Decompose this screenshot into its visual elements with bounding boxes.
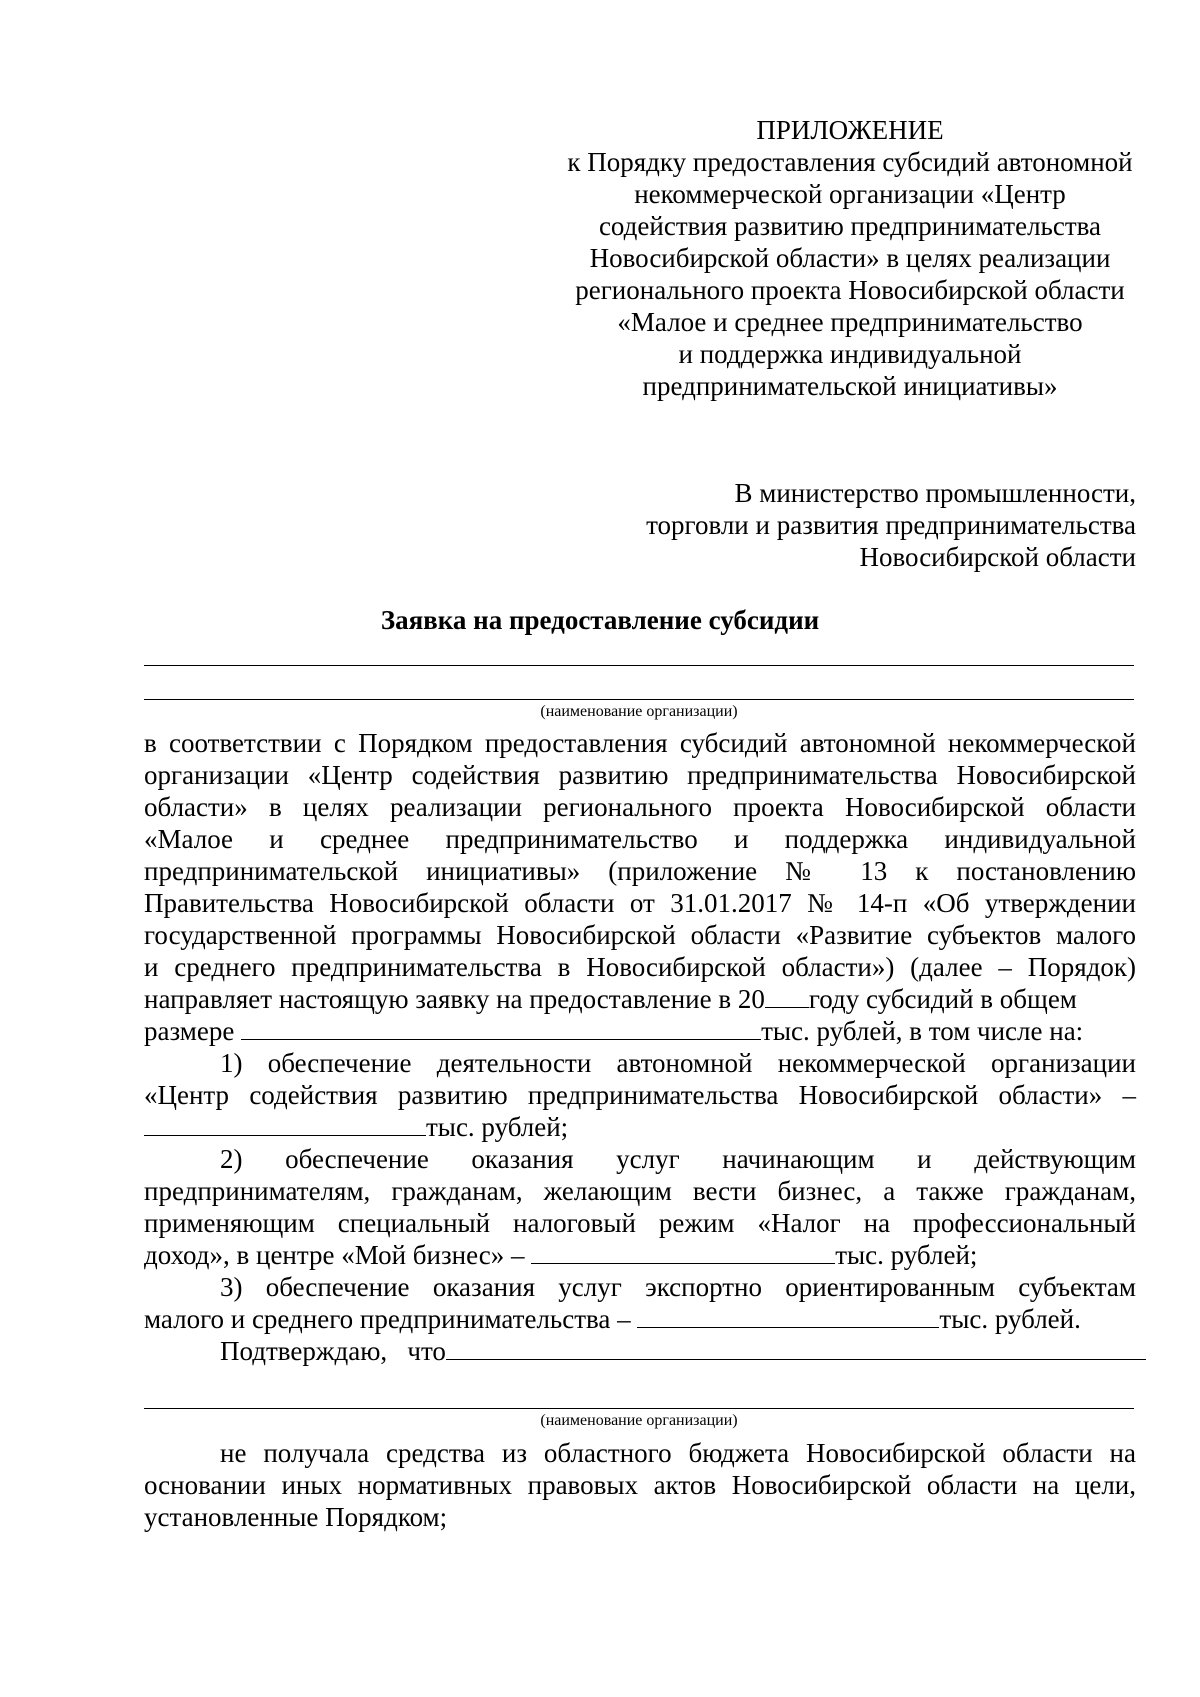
item-2-line: применяющим специальный налоговый режим «Налог на профессиональный (144, 1208, 1136, 1238)
appendix-header (540, 114, 1160, 402)
item-2-line: доход», в центре «Мой бизнес» – тыс. рублей; (144, 1240, 978, 1270)
item-3-line: 3) обеспечение оказания услуг экспортно ориентированным субъектам (220, 1272, 1136, 1302)
item-2-line: предпринимателям, гражданам, желающим вести бизнес, а также гражданам, (144, 1176, 1136, 1206)
recipient-line: Новосибирской области (859, 542, 1136, 572)
org-name-caption: (наименование организации) (540, 703, 738, 720)
body-line: государственной программы Новосибирской области «Развитие субъектов малого (144, 920, 1136, 950)
org-name-field-line-2[interactable] (144, 699, 1134, 700)
appendix-line: к Порядку предоставления субсидий автономной (567, 147, 1133, 177)
appendix-line: предпринимательской инициативы» (642, 371, 1058, 401)
body-line: области» в целях реализации регионального проекта Новосибирской области (144, 792, 1136, 822)
appendix-line: и поддержка индивидуальной (678, 339, 1022, 369)
item-1-line: тыс. рублей; (144, 1111, 1136, 1143)
body-line: предпринимательской инициативы» (приложение № 13 к постановлению (144, 856, 1136, 886)
org-name-caption-2: (наименование организации) (540, 1412, 738, 1429)
final-line: установленные Порядком; (144, 1502, 448, 1532)
body-line: Правительства Новосибирской области от 31.01.2017 № 14-п «Об утверждении (144, 888, 1136, 918)
item-1-line: «Центр содействия развитию предпринимательства Новосибирской области» – (144, 1080, 1136, 1110)
appendix-line: содействия развитию предпринимательства (598, 211, 1102, 241)
final-line: не получала средства из областного бюджета Новосибирской области на (220, 1438, 1136, 1468)
year-field[interactable] (765, 983, 809, 1008)
body-line: «Малое и среднее предпринимательство и поддержка индивидуальной (144, 824, 1136, 854)
item-1-amount-field[interactable] (144, 1111, 426, 1136)
item-1-line: 1) обеспечение деятельности автономной некоммерческой организации (220, 1048, 1136, 1078)
confirm-line: Подтверждаю, что (144, 1335, 1136, 1367)
confirm-org-field-line-2[interactable] (144, 1408, 1134, 1409)
item-2-line: 2) обеспечение оказания услуг начинающим и действующим (220, 1144, 1136, 1174)
final-paragraph (144, 1437, 1136, 1533)
appendix-line: Новосибирской области» в целях реализации (589, 243, 1111, 273)
org-name-field-line-1[interactable] (144, 665, 1134, 666)
appendix-line: ПРИЛОЖЕНИЕ (756, 115, 944, 145)
item-3-amount-field[interactable] (637, 1303, 939, 1328)
final-line: основании иных нормативных правовых актов Новосибирской области на цели, (144, 1470, 1136, 1500)
item-3-line: малого и среднего предпринимательства – тыс. рублей. (144, 1304, 1081, 1334)
recipient-line: В министерство промышленности, (734, 478, 1136, 508)
body-line: и среднего предпринимательства в Новосибирской области») (далее – Порядок) (144, 952, 1136, 982)
confirm-org-field[interactable] (446, 1335, 1146, 1360)
total-amount-field[interactable] (241, 1015, 761, 1040)
body-line-year: направляет настоящую заявку на предоставление в 20 году субсидий в общем (144, 984, 1077, 1014)
application-body (144, 727, 1136, 1367)
item-2-amount-field[interactable] (531, 1239, 835, 1264)
appendix-line: некоммерческой организации «Центр (634, 179, 1066, 209)
body-line: организации «Центр содействия развитию предпринимательства Новосибирской (144, 760, 1136, 790)
recipient-block (646, 477, 1136, 573)
appendix-line: «Малое и среднее предпринимательство (617, 307, 1083, 337)
body-line-total: размере тыс. рублей, в том числе на: (144, 1016, 1084, 1046)
appendix-line: регионального проекта Новосибирской области (575, 275, 1125, 305)
recipient-line: торговли и развития предпринимательства (646, 510, 1136, 540)
document-title: Заявка на предоставление субсидии (380, 605, 820, 635)
body-line: в соответствии с Порядком предоставления субсидий автономной некоммерческой (144, 728, 1136, 758)
